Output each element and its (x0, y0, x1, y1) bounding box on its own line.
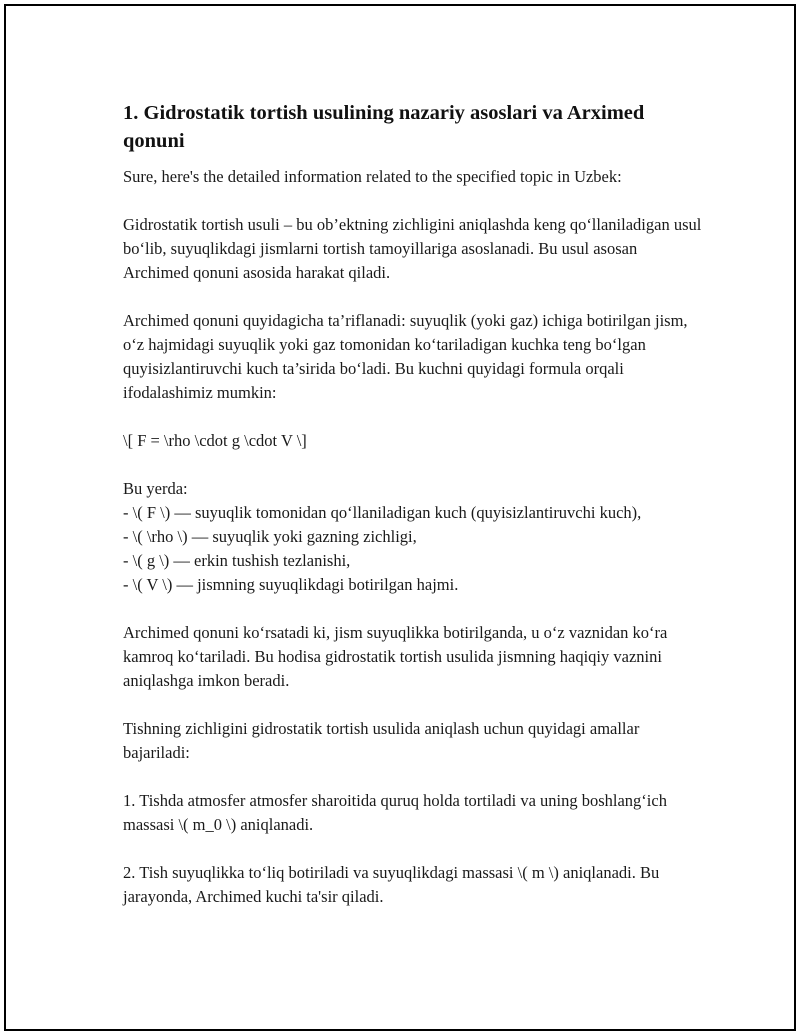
procedure-step-2: 2. Tish suyuqlikka to‘liq botiriladi va suyuqlikdagi massasi \( m \) aniqlanadi. Bu jarayonda, Archimed kuchi ta'sir qiladi. (123, 863, 660, 906)
definition-item: - \( F \) — suyuqlik tomonidan qo‘llaniladigan kuch (quyisizlantiruvchi kuch), (123, 503, 642, 522)
procedure-step-1: 1. Tishda atmosfer atmosfer sharoitida quruq holda tortiladi va uning boshlang‘ich massasi \( m_0 \) aniqlanadi. (123, 791, 667, 834)
document-body (123, 99, 703, 933)
section-heading: 1. Gidrostatik tortish usulining nazariy asoslari va Arximed qonuni (123, 102, 645, 152)
procedure-intro-paragraph: Tishning zichligini gidrostatik tortish usulida aniqlash uchun quyidagi amallar bajariladi: (123, 719, 640, 762)
definition-item: - \( g \) — erkin tushish tezlanishi, (123, 551, 351, 570)
method-paragraph: Gidrostatik tortish usuli – bu ob’ektning zichligini aniqlashda keng qo‘llaniladigan usul bo‘lib, suyuqlikdagi jismlarni tortish tamoyillariga asoslanadi. Bu usul asosan Archimed qonuni asosida harakat qiladi. (123, 215, 702, 282)
definition-item: - \( \rho \) — suyuqlik yoki gazning zichligi, (123, 527, 417, 546)
definition-item: - \( V \) — jismning suyuqlikdagi botirilgan hajmi. (123, 575, 459, 594)
definitions-list (123, 501, 703, 597)
formula-line: \[ F = \rho \cdot g \cdot V \] (123, 431, 307, 450)
archimedes-effect-paragraph: Archimed qonuni ko‘rsatadi ki, jism suyuqlikka botirilganda, u o‘z vaznidan ko‘ra kamroq ko‘tariladi. Bu hodisa gidrostatik tortish usulida jismning haqiqiy vaznini aniqlashga imkon beradi. (123, 623, 668, 690)
page-frame (4, 4, 796, 1031)
where-label: Bu yerda: (123, 479, 188, 498)
intro-paragraph: Sure, here's the detailed information related to the specified topic in Uzbek: (123, 167, 622, 186)
archimedes-law-paragraph: Archimed qonuni quyidagicha ta’riflanadi: suyuqlik (yoki gaz) ichiga botirilgan jism, o‘z hajmidagi suyuqlik yoki gaz tomonidan ko‘tariladigan kuchka teng bo‘lgan quyisizlantiruvchi kuch ta’sirida bo‘ladi. Bu kuchni quyidagi formula orqali ifodalashimiz mumkin: (123, 311, 688, 402)
